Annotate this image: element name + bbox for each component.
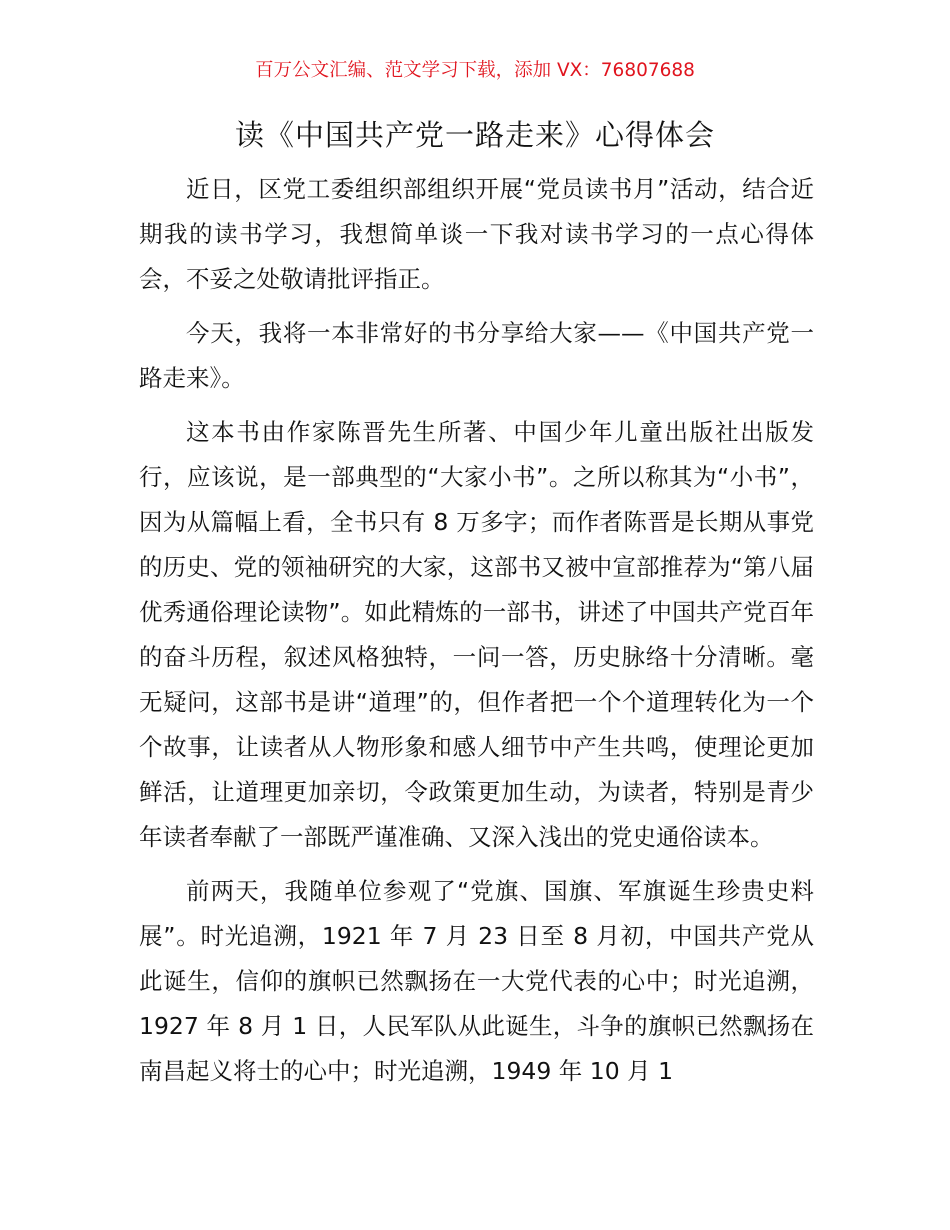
paragraph: 这本书由作家陈晋先生所著、中国少年儿童出版社出版发行，应该说，是一部典型的“大家小书”。之所以称其为“小书”，因为从篇幅上看，全书只有 8 万多字；而作者陈晋是长期从事党的历史、党的领袖研究的大家，这部书又被中宣部推荐为“第八届优秀通俗理论读物”。如此精炼的一部书，讲述了中国共产党百年的奋斗历程，叙述风格独特，一问一答，历史脉络十分清晰。毫无疑问，这部书是讲“道理”的，但作者把一个个道理转化为一个个故事，让读者从人物形象和感人细节中产生共鸣，使理论更加鲜活，让道理更加亲切，令政策更加生动，为读者，特别是青少年读者奉献了一部既严谨准确、又深入浅出的党史通俗读本。 xyxy=(139,418,814,851)
download-notice: 百万公文汇编、范文学习下载，添加 VX：76807688 xyxy=(255,60,695,81)
document-title: 读《中国共产党一路走来》心得体会 xyxy=(234,118,715,152)
paragraph: 前两天，我随单位参观了“党旗、国旗、军旗诞生珍贵史料展”。时光追溯，1921 年 7 月 23 日至 8 月初，中国共产党从此诞生，信仰的旗帜已然飘扬在一大党代表的心中；时光追溯，1927 年 8 月 1 日，人民军队从此诞生，斗争的旗帜已然飘扬在南昌起义将士的心中；时光追溯，1949 年 10 月 1 xyxy=(139,877,814,1085)
document-body xyxy=(139,167,814,1103)
paragraph: 近日，区党工委组织部组织开展“党员读书月”活动，结合近期我的读书学习，我想简单谈一下我对读书学习的一点心得体会，不妥之处敬请批评指正。 xyxy=(139,175,814,293)
paragraph: 今天，我将一本非常好的书分享给大家——《中国共产党一路走来》。 xyxy=(139,319,814,392)
